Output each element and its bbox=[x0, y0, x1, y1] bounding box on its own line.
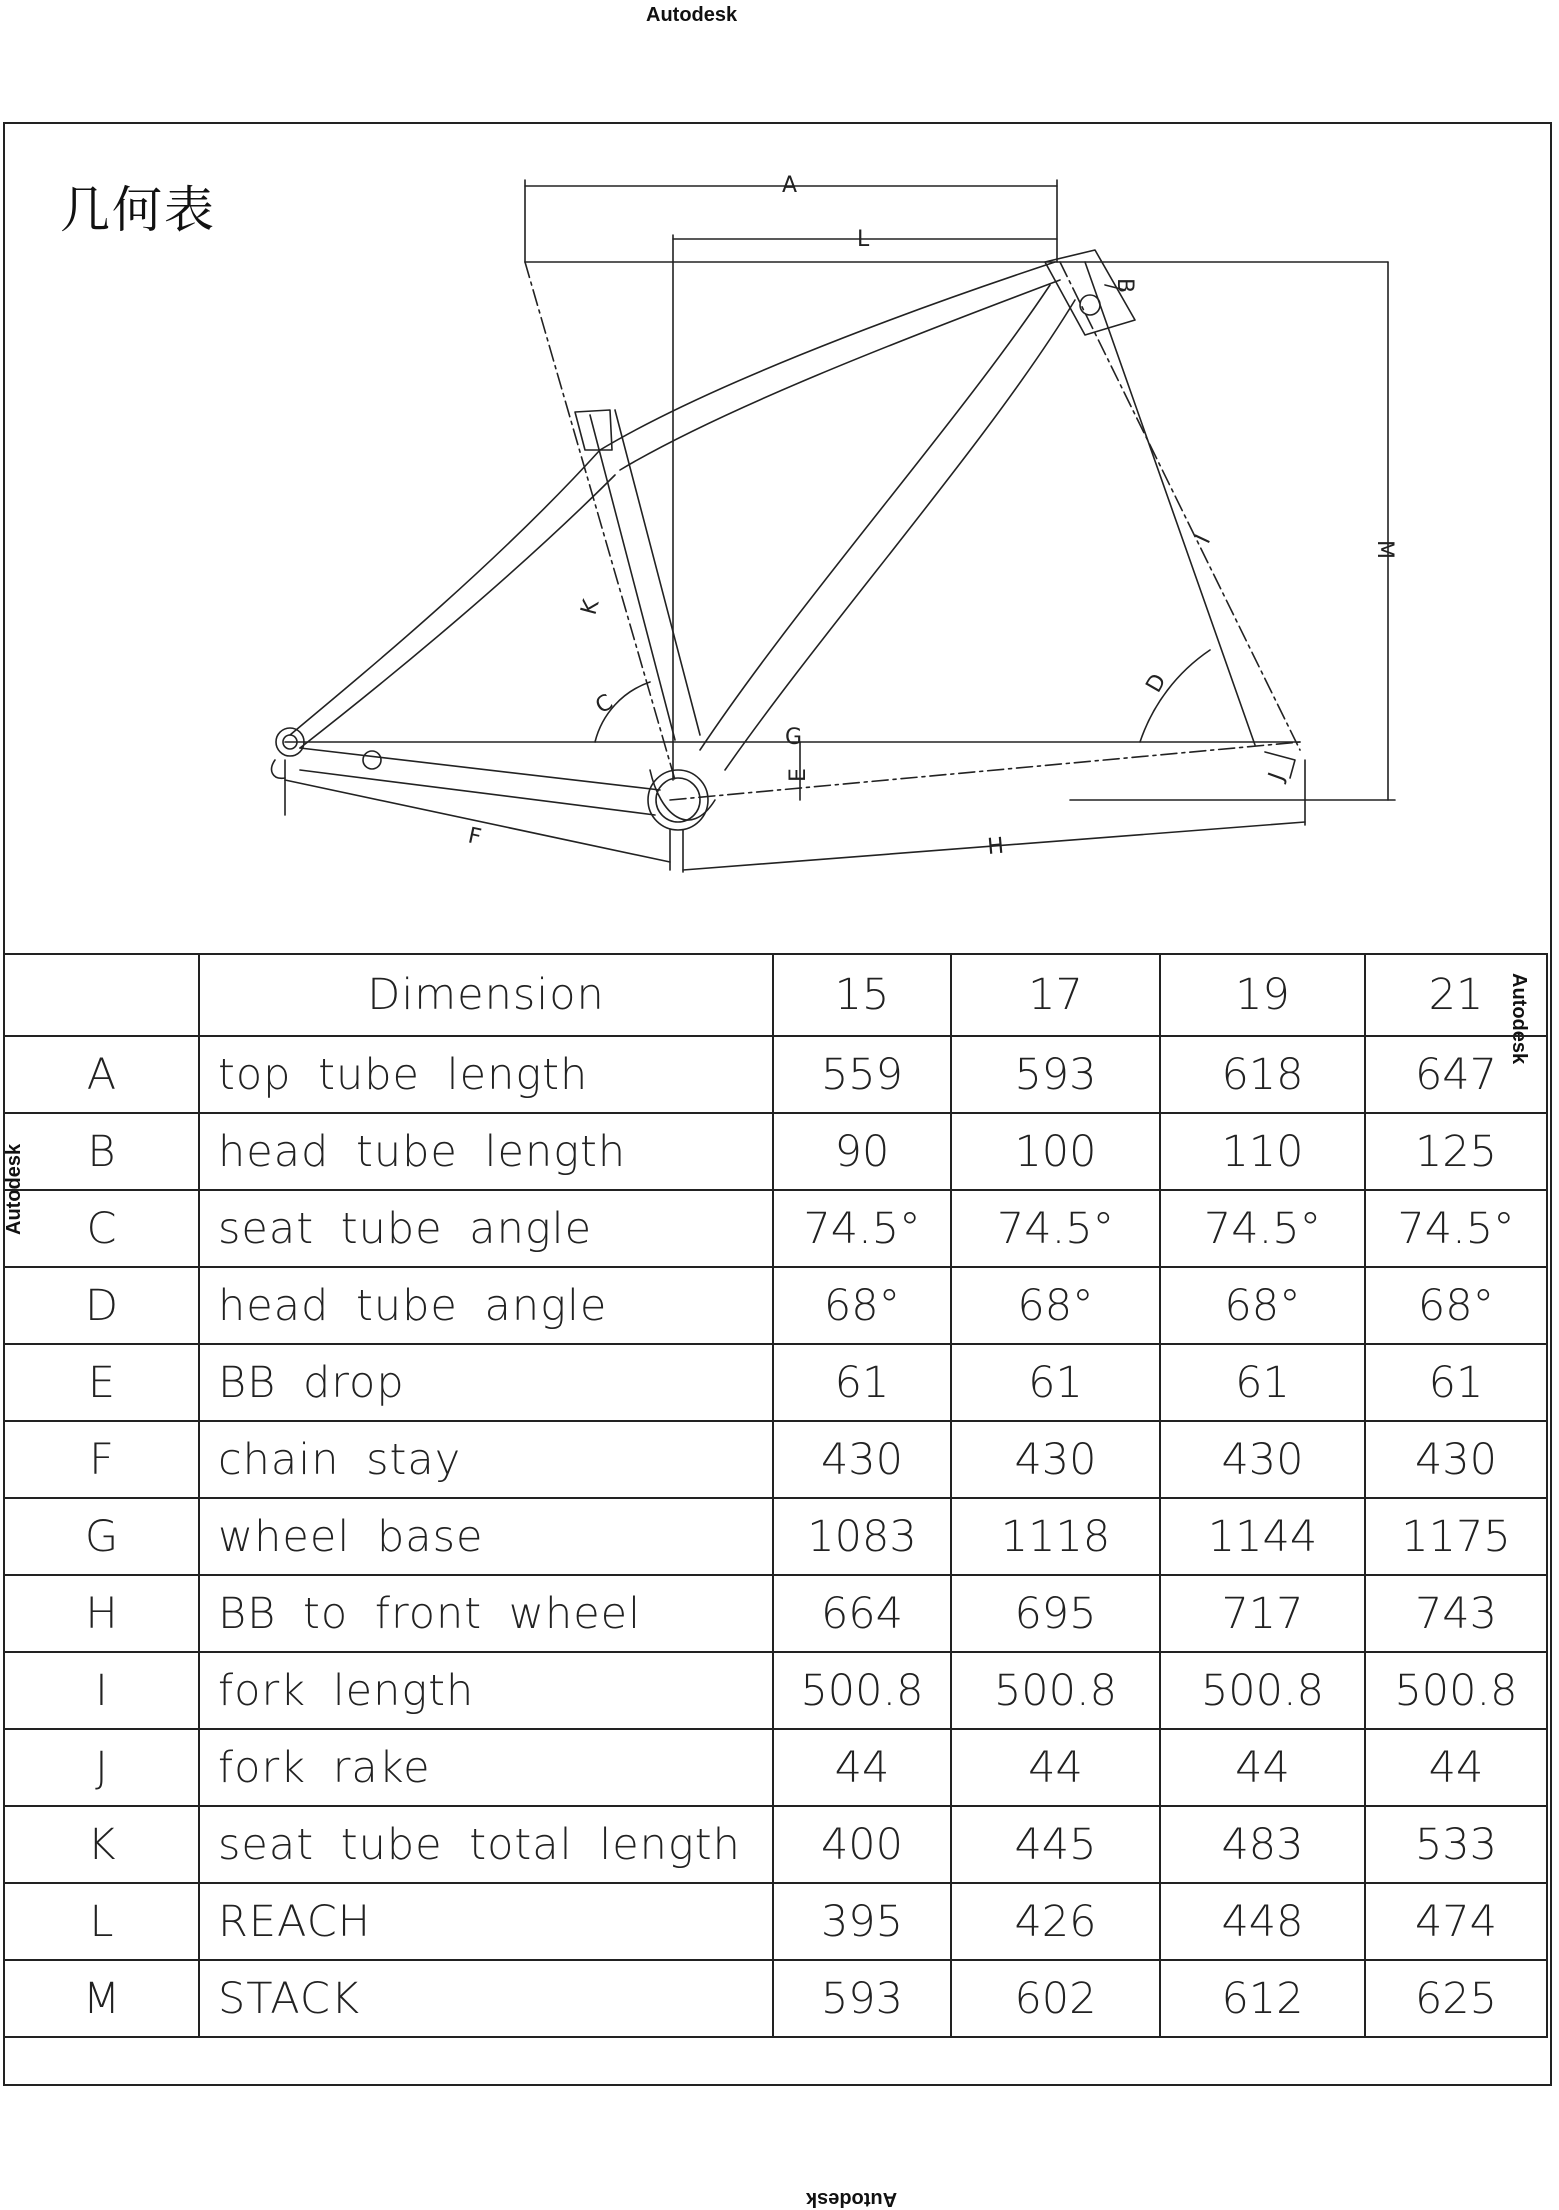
dim-label-F: F bbox=[465, 823, 484, 851]
dimension-value: 61 bbox=[1160, 1344, 1365, 1421]
dimension-name: BB to front wheel bbox=[199, 1575, 773, 1652]
dimension-value: 68° bbox=[951, 1267, 1160, 1344]
dimension-letter: H bbox=[4, 1575, 199, 1652]
dim-label-D: D bbox=[1141, 669, 1172, 697]
dimension-name: seat tube angle bbox=[199, 1190, 773, 1267]
dimension-name: wheel base bbox=[199, 1498, 773, 1575]
dimension-value: 445 bbox=[951, 1806, 1160, 1883]
table-row bbox=[4, 1575, 1547, 1652]
watermark-right: Autodesk bbox=[1508, 973, 1530, 1065]
dimension-name: BB drop bbox=[199, 1344, 773, 1421]
dimension-letter: E bbox=[4, 1344, 199, 1421]
watermark-top: Autodesk bbox=[646, 4, 738, 26]
dim-label-A: A bbox=[782, 173, 798, 198]
dimension-value: 90 bbox=[773, 1113, 951, 1190]
dim-label-I: I bbox=[1190, 531, 1217, 548]
table-header-row bbox=[4, 954, 1547, 1036]
dimension-value: 1118 bbox=[951, 1498, 1160, 1575]
header-dimension: Dimension bbox=[199, 954, 773, 1036]
dimension-value: 44 bbox=[1160, 1729, 1365, 1806]
dimension-value: 1175 bbox=[1365, 1498, 1547, 1575]
dimension-name: top tube length bbox=[199, 1036, 773, 1113]
dimension-value: 695 bbox=[951, 1575, 1160, 1652]
dimension-value: 743 bbox=[1365, 1575, 1547, 1652]
dimension-value: 400 bbox=[773, 1806, 951, 1883]
dimension-value: 74.5° bbox=[1160, 1190, 1365, 1267]
watermark-left: Autodesk bbox=[3, 1143, 25, 1235]
dimension-value: 647 bbox=[1365, 1036, 1547, 1113]
dimension-letter: F bbox=[4, 1421, 199, 1498]
dimension-letter: G bbox=[4, 1498, 199, 1575]
dimension-name: fork rake bbox=[199, 1729, 773, 1806]
header-empty-cell bbox=[4, 954, 199, 1036]
dimension-name: fork length bbox=[199, 1652, 773, 1729]
table-row bbox=[4, 1421, 1547, 1498]
dimension-value: 625 bbox=[1365, 1960, 1547, 2037]
dimension-value: 533 bbox=[1365, 1806, 1547, 1883]
dimension-name: head tube angle bbox=[199, 1267, 773, 1344]
table-row bbox=[4, 1652, 1547, 1729]
dimension-value: 717 bbox=[1160, 1575, 1365, 1652]
dimension-letter: J bbox=[4, 1729, 199, 1806]
dimension-value: 559 bbox=[773, 1036, 951, 1113]
dimension-value: 483 bbox=[1160, 1806, 1365, 1883]
dimension-value: 430 bbox=[951, 1421, 1160, 1498]
dimension-name: chain stay bbox=[199, 1421, 773, 1498]
dimension-letter: C bbox=[4, 1190, 199, 1267]
dimension-value: 44 bbox=[1365, 1729, 1547, 1806]
dim-label-C: C bbox=[591, 689, 618, 720]
dimension-value: 61 bbox=[773, 1344, 951, 1421]
dimension-value: 430 bbox=[1365, 1421, 1547, 1498]
dimension-value: 125 bbox=[1365, 1113, 1547, 1190]
dimension-value: 44 bbox=[773, 1729, 951, 1806]
table-row bbox=[4, 1344, 1547, 1421]
dimension-name: REACH bbox=[199, 1883, 773, 1960]
dimension-value: 61 bbox=[951, 1344, 1160, 1421]
dimension-name: seat tube total length bbox=[199, 1806, 773, 1883]
table-row bbox=[4, 1190, 1547, 1267]
dimension-value: 395 bbox=[773, 1883, 951, 1960]
dim-label-M: M bbox=[1372, 540, 1397, 559]
drawing-title: 几何表 bbox=[60, 181, 216, 239]
dimension-value: 74.5° bbox=[773, 1190, 951, 1267]
dimension-value: 68° bbox=[773, 1267, 951, 1344]
dimension-value: 1083 bbox=[773, 1498, 951, 1575]
dim-label-H: H bbox=[986, 833, 1006, 860]
dimension-value: 110 bbox=[1160, 1113, 1365, 1190]
dim-label-G: G bbox=[785, 725, 803, 750]
dim-label-E: E bbox=[786, 768, 811, 782]
dimension-value: 61 bbox=[1365, 1344, 1547, 1421]
dimension-letter: I bbox=[4, 1652, 199, 1729]
table-row bbox=[4, 1113, 1547, 1190]
dimension-letter: K bbox=[4, 1806, 199, 1883]
table-row bbox=[4, 1729, 1547, 1806]
dimension-value: 100 bbox=[951, 1113, 1160, 1190]
table-row bbox=[4, 1036, 1547, 1113]
dimension-letter: L bbox=[4, 1883, 199, 1960]
dimension-value: 74.5° bbox=[1365, 1190, 1547, 1267]
dimension-value: 612 bbox=[1160, 1960, 1365, 2037]
dimension-value: 1144 bbox=[1160, 1498, 1365, 1575]
dimension-value: 593 bbox=[951, 1036, 1160, 1113]
dim-label-J: J bbox=[1264, 769, 1290, 785]
dimension-value: 44 bbox=[951, 1729, 1160, 1806]
dimension-value: 618 bbox=[1160, 1036, 1365, 1113]
dimension-value: 474 bbox=[1365, 1883, 1547, 1960]
dimension-value: 593 bbox=[773, 1960, 951, 2037]
dimension-value: 500.8 bbox=[1160, 1652, 1365, 1729]
dimension-value: 664 bbox=[773, 1575, 951, 1652]
dimension-value: 500.8 bbox=[951, 1652, 1160, 1729]
dimension-letter: M bbox=[4, 1960, 199, 2037]
watermark-bottom: Autodesk bbox=[806, 2188, 898, 2210]
dimension-value: 426 bbox=[951, 1883, 1160, 1960]
table-row bbox=[4, 1960, 1547, 2037]
dimension-letter: A bbox=[4, 1036, 199, 1113]
dimension-name: STACK bbox=[199, 1960, 773, 2037]
dim-label-K: K bbox=[576, 597, 605, 618]
dimension-value: 500.8 bbox=[773, 1652, 951, 1729]
frame-geometry-drawing bbox=[0, 0, 1559, 950]
header-size: 15 bbox=[773, 954, 951, 1036]
header-size: 21 bbox=[1365, 954, 1547, 1036]
dimension-value: 430 bbox=[1160, 1421, 1365, 1498]
table-row bbox=[4, 1267, 1547, 1344]
dimension-value: 500.8 bbox=[1365, 1652, 1547, 1729]
geometry-table bbox=[3, 953, 1548, 2038]
dim-label-B: B bbox=[1112, 278, 1137, 294]
dimension-value: 430 bbox=[773, 1421, 951, 1498]
dimension-name: head tube length bbox=[199, 1113, 773, 1190]
dimension-value: 448 bbox=[1160, 1883, 1365, 1960]
dimension-letter: B bbox=[4, 1113, 199, 1190]
header-size: 19 bbox=[1160, 954, 1365, 1036]
table-row bbox=[4, 1498, 1547, 1575]
table-row bbox=[4, 1883, 1547, 1960]
dimension-letter: D bbox=[4, 1267, 199, 1344]
dimension-value: 74.5° bbox=[951, 1190, 1160, 1267]
header-size: 17 bbox=[951, 954, 1160, 1036]
dimension-value: 68° bbox=[1365, 1267, 1547, 1344]
dim-label-L: L bbox=[857, 227, 870, 252]
table-row bbox=[4, 1806, 1547, 1883]
dimension-value: 602 bbox=[951, 1960, 1160, 2037]
dimension-value: 68° bbox=[1160, 1267, 1365, 1344]
